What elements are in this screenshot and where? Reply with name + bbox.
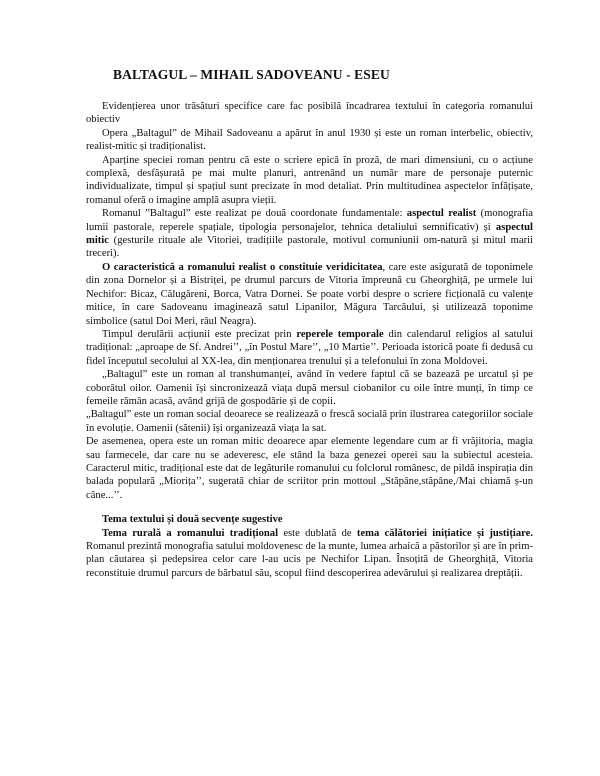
bold-run: Tema textului și două secvențe sugestive <box>102 514 283 526</box>
paragraph <box>86 368 533 408</box>
section-heading-1 <box>86 100 533 127</box>
document-title: BALTAGUL – MIHAIL SADOVEANU - ESEU <box>113 67 390 82</box>
bold-run: reperele temporale <box>296 328 384 340</box>
paragraph <box>86 527 533 581</box>
text-run: Timpul derulării acțiunii este precizat prin <box>102 328 297 340</box>
text-run: De asemenea, opera este un roman mitic deoarece apar elemente legendare cum ar fi vrăjitoria, magia sau farmecele, dar care nu se adeveresc, ele stând la baza genezei operei sau la subiectul acesteia. Caracterul mitic, tradițional este dat de legăturile romanului cu folclorul românesc, de pildă inspirația din balada populară „Miorița’’, sugerată chiar de scriitor prin mottoul „Stăpâne,stăpâne,/Mai chiamă ș-un câne...’’. <box>86 436 533 501</box>
paragraph <box>86 435 533 502</box>
text-run: Romanul prezintă monografia satului moldovenesc de la munte, lumea arhaică a păstorilor și are în prim-plan căutarea și pedepsirea celor care l-au ucis pe Nechifor Lipan. Însoțită de Gheorghiță, Vitoria reconstituie drumul parcurs de bărbatul său, scopul fiind descoperirea adevărului și realizarea dreptății. <box>86 541 533 579</box>
paragraph <box>86 127 533 154</box>
text-run: din calendarul religios al satului tradițional: „aproape de Sf. Andrei’’, „în Postul Mare’’, „10 Martie’’. Perioada istorică poate fi dedusă cu fidel începutul secolului al XX-lea, din menționarea trenului și a telefonului în zona Moldovei. <box>86 328 534 367</box>
text-run: Romanul ”Baltagul” este realizat pe două coordonate fundamentale: <box>102 208 407 220</box>
text-run: Evidențierea unor trăsături specifice care fac posibilă încadrarea textului în categoria romanului obiectiv <box>86 101 533 126</box>
bold-run: aspectul mitic <box>86 221 533 247</box>
document-body <box>86 100 533 580</box>
paragraph <box>86 328 533 368</box>
section-heading-2 <box>86 513 533 526</box>
bold-run: Tema rurală a romanului tradițional <box>102 527 279 539</box>
bold-run: aspectul realist <box>406 208 477 220</box>
paragraph <box>86 408 533 435</box>
text-run: „Baltagul” este un roman social deoarece se realizează o frescă socială prin ilustrarea categoriilor sociale în evoluție. Oamenii (sătenii) își organizează viața la sat. <box>86 409 533 434</box>
text-run: , care este asigurată de toponimele din zona Dornelor și a Bistriței, pe drumul parcurs de Vitoria împreună cu Gheorghiță, pe urmele lui Nechifor: Bicaz, Călugăreni, Borca, Vatra Dornei. Se poate vorbi despre o scriere ficțională cu valențe mitice, în care Sadoveanu imaginează satul Lipanilor, Măgura Tarcăului, și utilizează toponime simbolice (satul Doi Meri, râul Neagra). <box>86 261 533 327</box>
text-run: „Baltagul” este un roman al transhumanței, având în vedere faptul că se bazează pe urcatul și pe coborâtul oilor. Oamenii își sincronizează viața după mersul ciobanilor cu oile între munți, în timp ce femeile rămân acasă, având grijă de gospodărie și de copii. <box>86 369 533 407</box>
text-run: (monografia lumii pastorale, reperele spațiale, tipologia personajelor, tehnica detaliului semnificativ) și <box>86 208 533 233</box>
text-run: este dublată de <box>278 527 357 539</box>
text-run: Opera „Baltagul” de Mihail Sadoveanu a apărut în anul 1930 și este un roman interbelic, obiectiv, realist-mitic și tradiționalist. <box>86 127 533 153</box>
paragraph <box>86 207 533 261</box>
text-run: Aparține speciei roman pentru că este o scriere epică în proză, de mari dimensiuni, cu o acțiune complexă, desfășurată pe mai multe planuri, antrenând un număr mare de personaje puternic individualizate, timpul și spațiul sunt precizate în mod detaliat. Prin multitudinea aspectelor înfățișate, romanul oferă o imagine amplă asupra vieții. <box>86 154 533 206</box>
text-run: (gesturile rituale ale Vitoriei, tradițiile pastorale, motivul comuniunii om-natură și mitul marii treceri). <box>86 235 533 260</box>
paragraph <box>86 261 533 328</box>
bold-run: tema călătoriei inițiatice și justițiare. <box>356 527 533 539</box>
bold-run: O caracteristică a romanului realist o constituie veridicitatea <box>102 261 383 273</box>
paragraph <box>86 154 533 208</box>
